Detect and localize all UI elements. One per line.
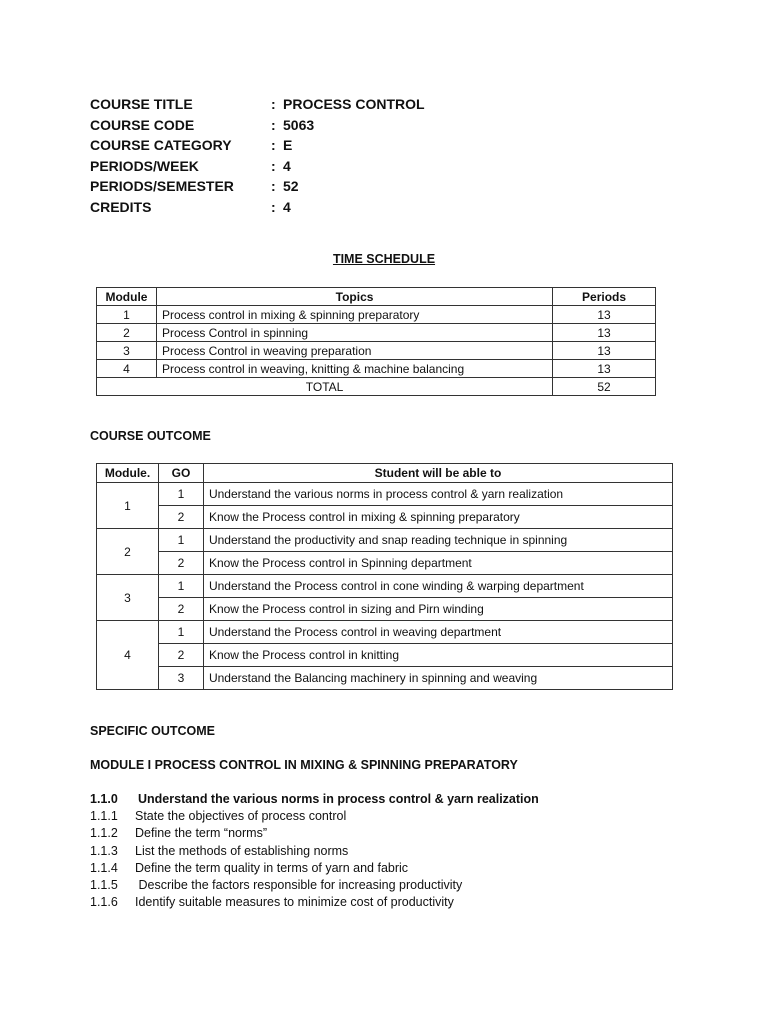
module-cell: 3 (97, 575, 159, 621)
item-text: Define the term “norms” (135, 826, 267, 841)
table-row (97, 552, 673, 575)
go-cell: 2 (158, 644, 203, 667)
item-text: Understand the various norms in process control & yarn realization (138, 792, 539, 806)
topic-cell: Process Control in weaving preparation (156, 342, 552, 360)
module-heading: MODULE I PROCESS CONTROL IN MIXING & SPINNING PREPARATORY (90, 758, 518, 772)
outcome-cell: Know the Process control in knitting (203, 644, 672, 667)
outcome-cell: Know the Process control in mixing & spinning preparatory (203, 506, 672, 529)
table-row (97, 306, 656, 324)
item-text: Define the term quality in terms of yarn and fabric (135, 860, 409, 875)
table-row (97, 621, 673, 644)
item-text: List the methods of establishing norms (135, 843, 349, 858)
periods-week-value: 4 (283, 157, 291, 174)
module-cell: 2 (97, 529, 159, 575)
module-cell: 2 (97, 324, 157, 342)
colon: : (271, 157, 276, 174)
time-schedule-title: TIME SCHEDULE (332, 252, 436, 266)
go-cell: 1 (158, 483, 203, 506)
module-cell: 4 (97, 360, 157, 378)
item-number: 1.1.5 (90, 877, 118, 892)
item-number: 1.1.1 (90, 809, 118, 824)
item-number: 1.1.6 (90, 895, 118, 910)
periods-semester-value: 52 (283, 178, 299, 195)
periods-semester-label: PERIODS/SEMESTER (90, 178, 234, 195)
column-header-module: Module. (97, 464, 159, 483)
column-header-module: Module (97, 288, 157, 306)
go-cell: 1 (158, 529, 203, 552)
total-row (97, 378, 656, 396)
course-outcome-heading: COURSE OUTCOME (90, 429, 211, 443)
total-value: 52 (553, 378, 656, 396)
module-cell: 1 (97, 306, 157, 324)
time-schedule-table (96, 287, 656, 396)
topic-cell: Process control in weaving, knitting & machine balancing (156, 360, 552, 378)
outcome-cell: Understand the Process control in weaving department (203, 621, 672, 644)
module-cell: 1 (97, 483, 159, 529)
table-row (97, 506, 673, 529)
course-title-label: COURSE TITLE (90, 96, 193, 112)
item-number: 1.1.3 (90, 843, 118, 858)
outcome-cell: Know the Process control in Spinning department (203, 552, 672, 575)
column-header-periods: Periods (553, 288, 656, 306)
colon: : (271, 178, 276, 195)
topic-cell: Process control in mixing & spinning preparatory (156, 306, 552, 324)
outcome-cell: Understand the Process control in cone winding & warping department (203, 575, 672, 598)
outcome-cell: Understand the various norms in process control & yarn realization (203, 483, 672, 506)
outcome-cell: Know the Process control in sizing and Pirn winding (203, 598, 672, 621)
periods-cell: 13 (553, 342, 656, 360)
go-cell: 1 (158, 575, 203, 598)
go-cell: 3 (158, 667, 203, 690)
item-text: Describe the factors responsible for increasing productivity (135, 877, 463, 892)
go-cell: 1 (158, 621, 203, 644)
module-cell: 4 (97, 621, 159, 690)
table-row (97, 529, 673, 552)
course-code-value: 5063 (283, 116, 315, 133)
table-row (97, 667, 673, 690)
column-header-go: GO (158, 464, 203, 483)
item-number: 1.1.0 (90, 792, 118, 806)
credits-label: CREDITS (90, 198, 152, 215)
table-row (97, 360, 656, 378)
item-text: State the objectives of process control (135, 809, 347, 824)
colon: : (271, 96, 276, 112)
periods-cell: 13 (553, 360, 656, 378)
go-cell: 2 (158, 506, 203, 529)
course-title-value: PROCESS CONTROL (283, 96, 425, 112)
module-cell: 3 (97, 342, 157, 360)
go-cell: 2 (158, 552, 203, 575)
column-header-topics: Topics (156, 288, 552, 306)
item-number: 1.1.2 (90, 826, 118, 841)
course-category-label: COURSE CATEGORY (90, 137, 232, 154)
item-number: 1.1.4 (90, 860, 118, 875)
colon: : (271, 116, 276, 133)
table-row (97, 324, 656, 342)
topic-cell: Process Control in spinning (156, 324, 552, 342)
periods-cell: 13 (553, 306, 656, 324)
total-label: TOTAL (97, 378, 553, 396)
colon: : (271, 198, 276, 215)
credits-value: 4 (283, 198, 291, 215)
go-cell: 2 (158, 598, 203, 621)
table-row (97, 483, 673, 506)
course-outcome-table (96, 463, 673, 690)
time-schedule-heading (0, 252, 768, 266)
outcome-cell: Understand the Balancing machinery in spinning and weaving (203, 667, 672, 690)
item-text: Identify suitable measures to minimize cost of productivity (135, 895, 454, 910)
table-row (97, 644, 673, 667)
table-header-row (97, 464, 673, 483)
specific-outcome-heading: SPECIFIC OUTCOME (90, 724, 216, 738)
periods-cell: 13 (553, 324, 656, 342)
table-header-row (97, 288, 656, 306)
table-row (97, 598, 673, 621)
column-header-outcome: Student will be able to (203, 464, 672, 483)
periods-week-label: PERIODS/WEEK (90, 157, 199, 174)
table-row (97, 575, 673, 598)
outcome-cell: Understand the productivity and snap reading technique in spinning (203, 529, 672, 552)
course-category-value: E (283, 137, 293, 154)
course-code-label: COURSE CODE (90, 116, 195, 133)
colon: : (271, 137, 276, 154)
table-row (97, 342, 656, 360)
